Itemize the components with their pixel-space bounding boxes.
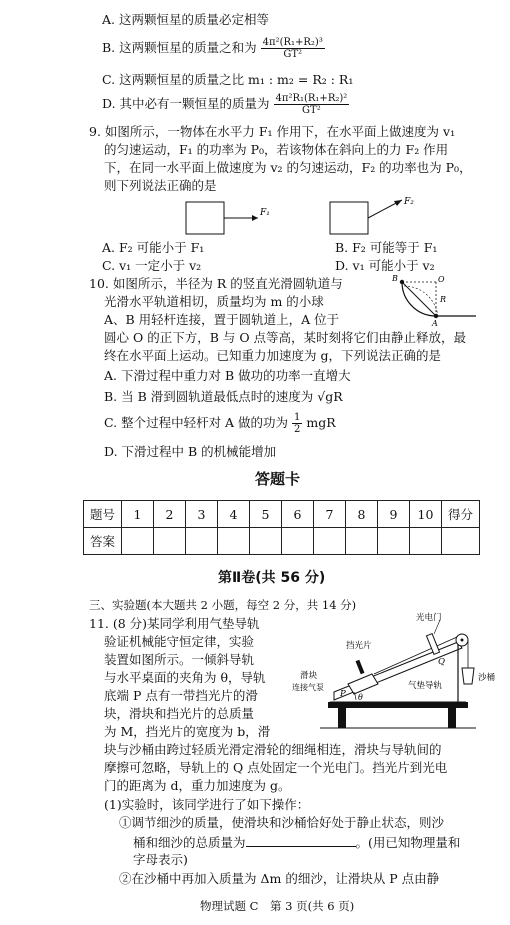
q9-line-1: 9. 如图所示，一物体在水平力 F₁ 作用下，在水平面上做速度为 v₁: [89, 124, 456, 139]
q11-step-2-line-1: ②在沙桶中再加入质量为 Δm 的细沙，让滑块从 P 点由静: [119, 871, 440, 886]
q10-figure-r-label: R: [440, 295, 447, 304]
q8-option-d: [102, 92, 349, 116]
answer-card-header-cell: 4: [218, 501, 250, 528]
q9-line-3: 下，在同一水平面上做速度为 v₂ 的匀速运动，F₂ 的功率也为 P₀，: [104, 160, 472, 175]
q8-option-a: A. 这两颗恒星的质量必定相等: [102, 12, 269, 27]
answer-blank[interactable]: [246, 834, 356, 847]
q9-option-b: B. F₂ 可能等于 F₁: [335, 240, 438, 255]
q10-figure-o-label: O: [438, 275, 445, 284]
q11-line-6: 块，滑块和挡光片的总质量: [104, 706, 255, 721]
page-footer: 物理试题 C 第 3 页(共 6 页): [200, 899, 355, 913]
q9-figure-f2-label: F₂: [404, 197, 414, 207]
q11-step-1-text: 桶和细沙的总质量为: [133, 835, 246, 850]
answer-cell[interactable]: [410, 528, 442, 555]
q11-step-1-line-2: [133, 834, 460, 851]
answer-card-header-cell: 2: [154, 501, 186, 528]
q8-option-b-fraction: [261, 37, 325, 60]
q9-line-2: 的匀速运动，F₁ 的功率为 P₀，若该物体在斜向上的力 F₂ 作用: [104, 142, 449, 157]
answer-card-header-cell: 10: [410, 501, 442, 528]
q11-line-8: 块与沙桶由跨过轻质光滑定滑轮的细绳相连，滑块与导轨间的: [104, 742, 442, 757]
q9-option-d: D. v₁ 可能小于 v₂: [335, 258, 435, 273]
q8-d-denominator: GT²: [302, 105, 321, 116]
q10-option-a: A. 下滑过程中重力对 B 做功的功率一直增大: [104, 368, 351, 383]
answer-cell[interactable]: [282, 528, 314, 555]
q9-figure-f1-label: F₁: [260, 208, 270, 218]
part2-title: 第Ⅱ卷(共 56 分): [218, 570, 326, 586]
q11-line-5: 底端 P 点有一带挡光片的滑: [104, 688, 258, 703]
q10-figure: [388, 272, 478, 342]
q10-option-d: D. 下滑过程中 B 的机械能增加: [104, 444, 277, 459]
q10-line-3: A、B 用轻杆连接，置于圆轨道上，A 位于: [104, 312, 340, 327]
q11-figure-q-label: Q: [438, 657, 445, 667]
q11-apparatus-figure: [290, 612, 510, 732]
answer-cell[interactable]: [218, 528, 250, 555]
q11-figure-bucket-label: 沙桶: [478, 673, 496, 683]
q10-c-denominator: 2: [294, 424, 301, 435]
answer-cell[interactable]: [346, 528, 378, 555]
score-cell[interactable]: [442, 528, 480, 555]
q11-line-2: 验证机械能守恒定律，实验: [104, 634, 255, 649]
answer-card-header-cell: 7: [314, 501, 346, 528]
answer-card-header-row: [84, 501, 480, 528]
answer-cell[interactable]: [314, 528, 346, 555]
q11-line-10: 门的距离为 d，重力加速度为 g。: [104, 778, 291, 793]
q11-figure-rail-label: 气垫导轨: [408, 681, 443, 691]
q11-figure-p-label: P: [340, 689, 346, 699]
q11-step-1-line-1: ①调节细沙的质量，使滑块和沙桶恰好处于静止状态，则沙: [119, 815, 445, 830]
q11-line-1: 11. (8 分)某同学利用气垫导轨: [89, 616, 260, 631]
answer-card-header-cell: 3: [186, 501, 218, 528]
q11-line-7: 为 M，挡光片的宽度为 b，滑: [104, 724, 271, 739]
q10-figure-b-label: B: [392, 274, 398, 283]
answer-card-header-cell: 8: [346, 501, 378, 528]
q11-figure-photogate-label: 光电门: [416, 613, 442, 623]
answer-card-header-cell: 6: [282, 501, 314, 528]
q11-step-1-suffix: 。(用已知物理量和: [355, 835, 461, 850]
q10-option-c-fraction: [292, 412, 302, 435]
q8-d-numerator: 4π²R₁(R₁+R₂)²: [275, 93, 348, 104]
q9-figure: [0, 196, 510, 246]
answer-card-header-cell: 得分: [442, 501, 480, 528]
q10-line-5: 终在水平面上运动。已知重力加速度为 g，下列说法正确的是: [104, 348, 441, 363]
answer-card-title: 答题卡: [255, 470, 301, 488]
answer-card-row-label: 答案: [84, 528, 122, 555]
answer-cell[interactable]: [186, 528, 218, 555]
answer-card-header-cell: 5: [250, 501, 282, 528]
q10-line-4: 圆心 O 的正下方，B 与 O 点等高，某时刻将它们由静止释放，最: [104, 330, 467, 345]
q11-figure-theta-label: θ: [358, 693, 363, 702]
q11-line-9: 摩擦可忽略，导轨上的 Q 点处固定一个光电门。挡光片到光电: [104, 760, 448, 775]
q8-b-numerator: 4π²(R₁+R₂)³: [262, 37, 323, 48]
answer-cell[interactable]: [122, 528, 154, 555]
q10-line-1: 10. 如图所示，半径为 R 的竖直光滑圆轨道与: [89, 276, 343, 291]
answer-card-header-cell: 9: [378, 501, 410, 528]
section-3-heading: 三、实验题(本大题共 2 小题，每空 2 分，共 14 分): [89, 598, 357, 612]
q10-figure-a-label: A: [432, 319, 438, 328]
q10-option-b: B. 当 B 滑到圆轨道最低点时的速度为 √gR: [104, 389, 343, 404]
answer-card-table: [83, 500, 480, 555]
q10-line-2: 光滑水平轨道相切，质量均为 m 的小球: [104, 294, 324, 309]
answer-cell[interactable]: [250, 528, 282, 555]
answer-card-header-cell: 1: [122, 501, 154, 528]
q10-option-c-text: C. 整个过程中轻杆对 A 做的功为: [104, 415, 289, 430]
answer-card-answer-row: [84, 528, 480, 555]
q9-option-c: C. v₁ 一定小于 v₂: [102, 258, 202, 273]
q8-option-d-fraction: [274, 93, 350, 116]
q8-b-denominator: GT²: [283, 49, 303, 60]
q10-option-c: [104, 411, 336, 435]
q11-line-3: 装置如图所示。一倾斜导轨: [104, 652, 255, 667]
q10-option-c-suffix: mgR: [306, 415, 336, 430]
answer-cell[interactable]: [378, 528, 410, 555]
q8-option-c: C. 这两颗恒星的质量之比 m₁ : m₂ = R₂ : R₁: [102, 72, 354, 87]
q8-option-b-text: B. 这两颗恒星的质量之和为: [102, 40, 257, 55]
q11-figure-slider-label: 滑块: [300, 671, 318, 681]
q11-step-1-line-3: 字母表示): [133, 852, 188, 867]
q9-option-a: A. F₂ 可能小于 F₁: [102, 240, 205, 255]
answer-card-header-cell: 题号: [84, 501, 122, 528]
q8-option-b: [102, 36, 325, 60]
q11-line-4: 与水平桌面的夹角为 θ，导轨: [104, 670, 266, 685]
q11-figure-pump-label: 连接气泵: [292, 683, 324, 692]
q11-step-heading: (1)实验时，该同学进行了如下操作：: [104, 797, 310, 812]
q10-c-numerator: 1: [294, 412, 301, 423]
q9-line-4: 则下列说法正确的是: [104, 178, 217, 193]
q11-figure-shade-label: 挡光片: [346, 641, 372, 651]
answer-cell[interactable]: [154, 528, 186, 555]
q8-option-d-text: D. 其中必有一颗恒星的质量为: [102, 96, 270, 111]
